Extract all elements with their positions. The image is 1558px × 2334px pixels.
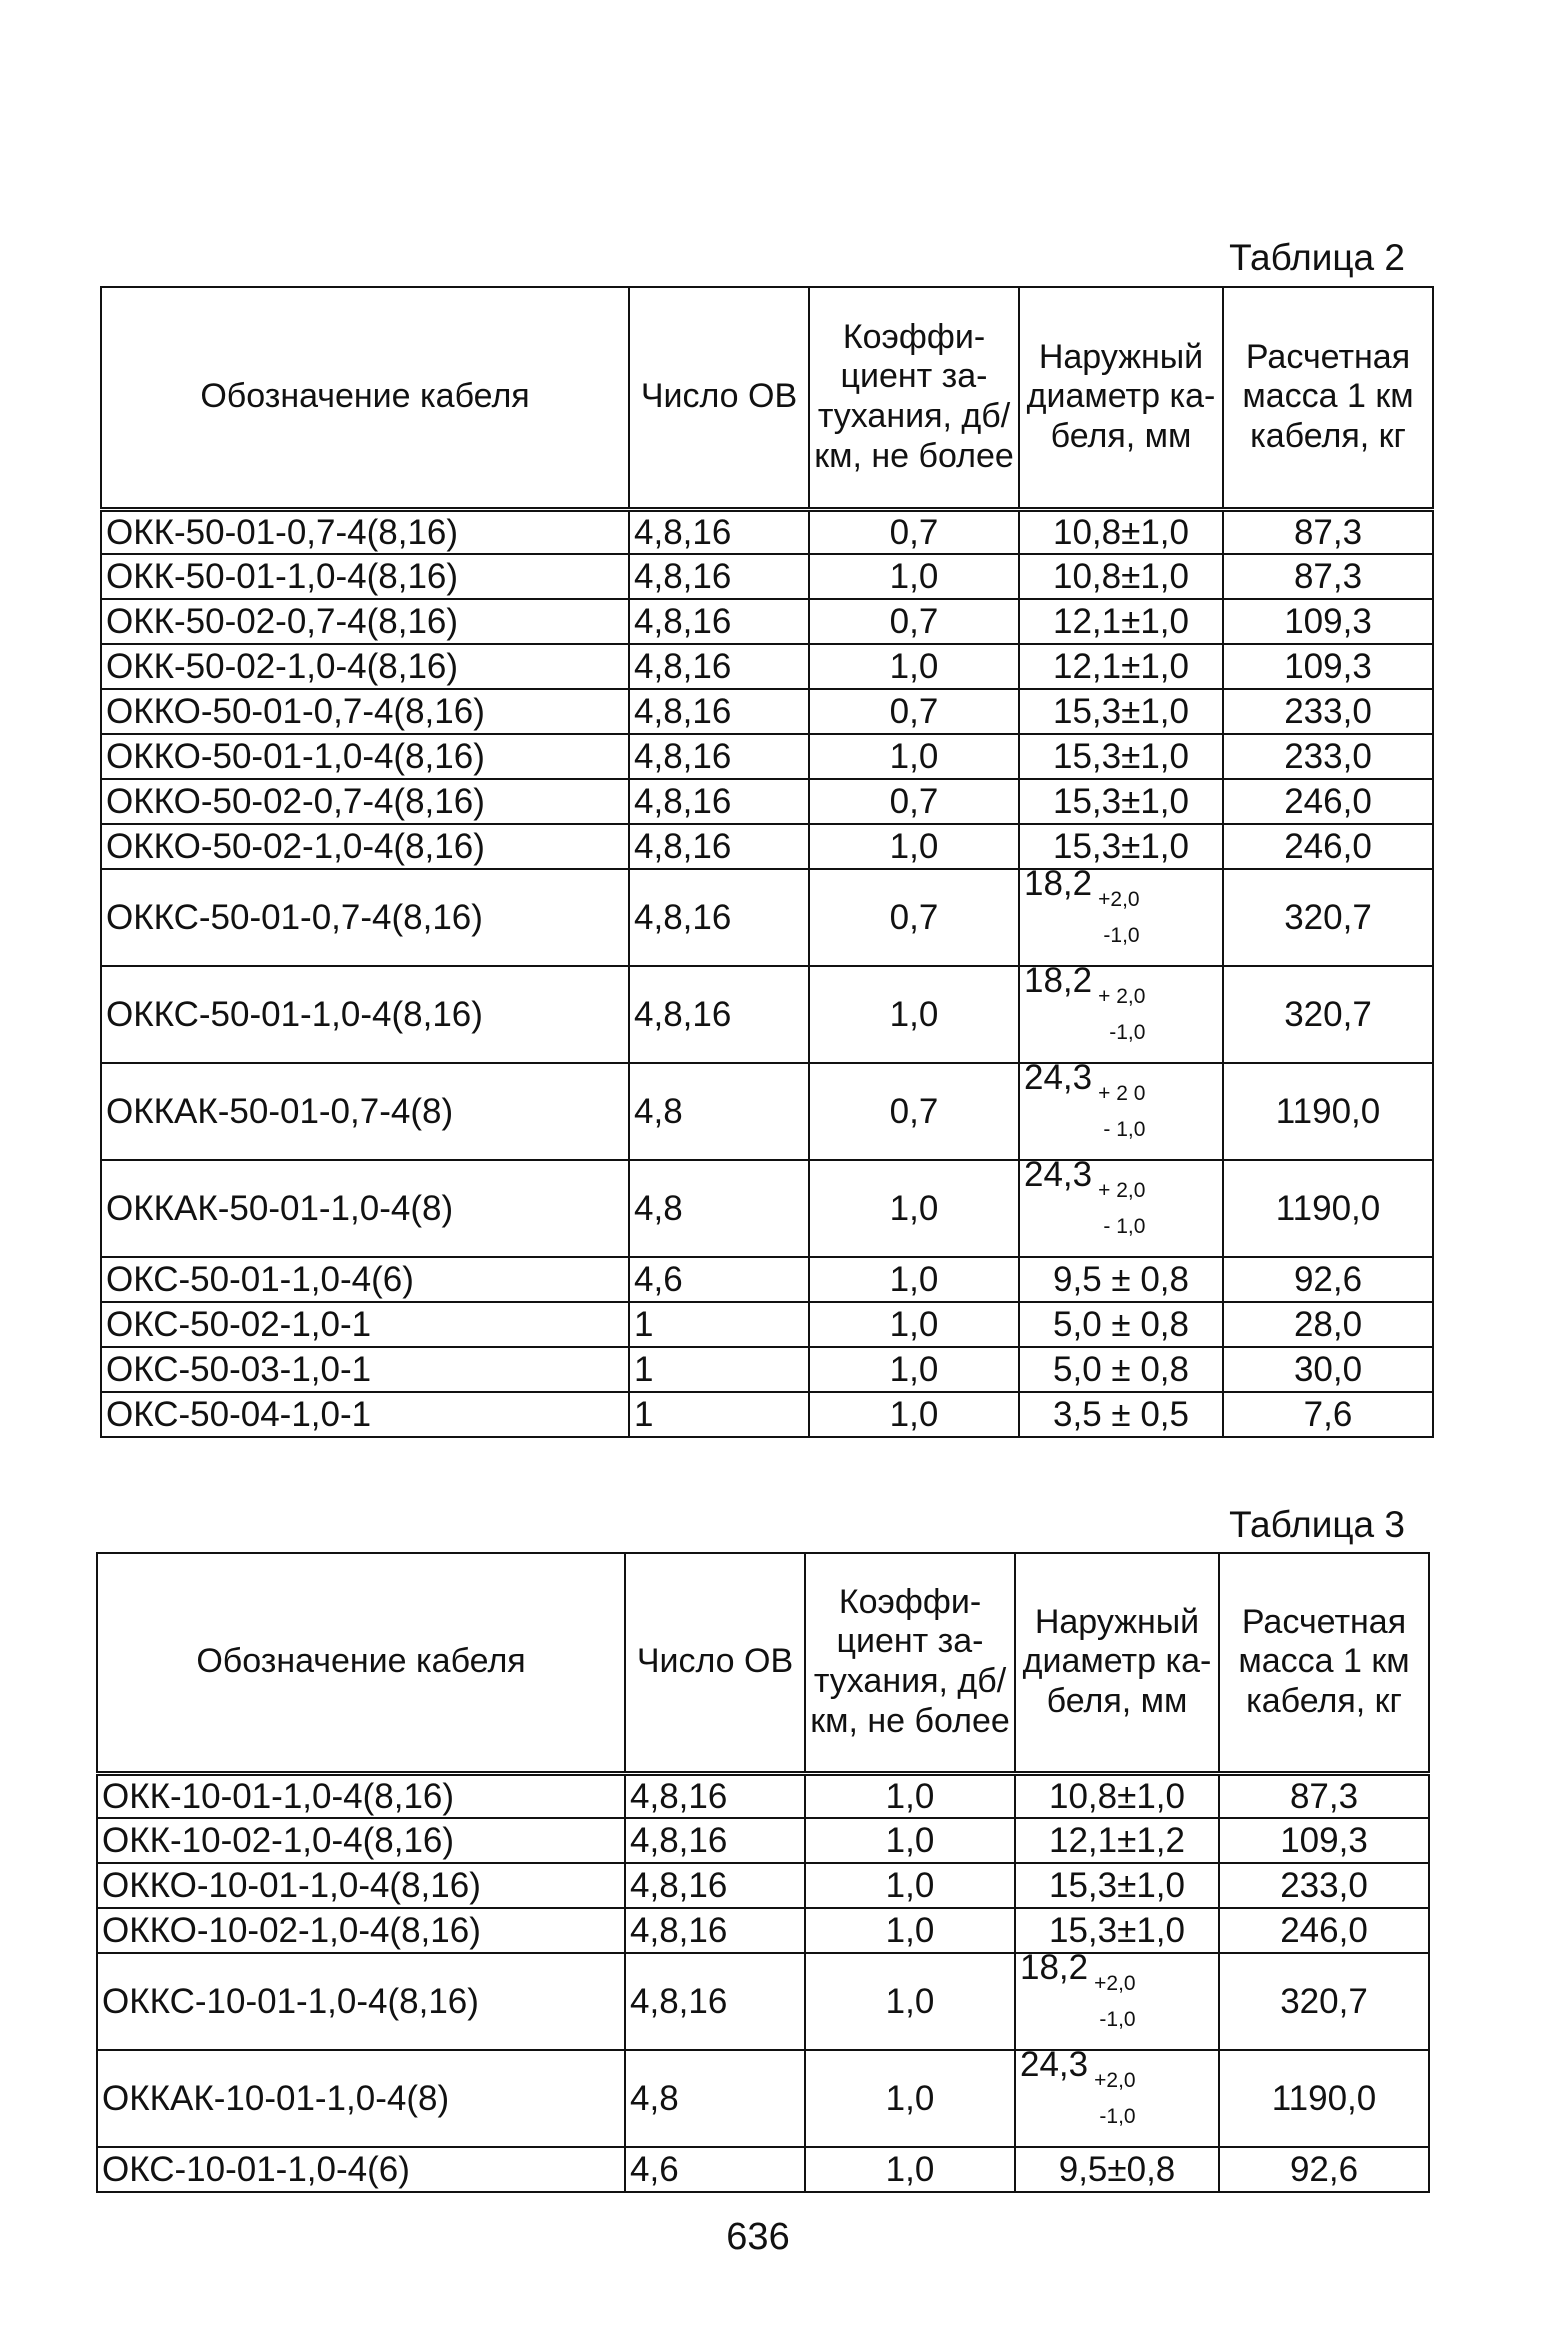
mass-cell: 87,3 <box>1223 509 1433 554</box>
fiber-count-cell: 4,8 <box>629 1160 809 1257</box>
table-row <box>97 2050 1429 2147</box>
outer-diameter-cell: 12,1±1,0 <box>1019 644 1223 689</box>
table-row <box>97 1818 1429 1863</box>
cable-designation-cell: ОКК-10-02-1,0-4(8,16) <box>97 1818 625 1863</box>
table-row <box>101 1302 1433 1347</box>
tolerance-lower: - 1,0 <box>1103 1214 1146 1238</box>
mass-cell: 30,0 <box>1223 1347 1433 1392</box>
cable-designation-cell: ОКС-50-03-1,0-1 <box>101 1347 629 1392</box>
fiber-count-cell: 4,8,16 <box>625 1818 805 1863</box>
attenuation-cell: 1,0 <box>809 644 1019 689</box>
tolerance-upper: +2,0 <box>1094 2068 1136 2092</box>
outer-diameter-cell: 15,3±1,0 <box>1019 689 1223 734</box>
cable-designation-cell: ОККАК-50-01-0,7-4(8) <box>101 1063 629 1160</box>
cable-designation-cell: ОКС-50-01-1,0-4(6) <box>101 1257 629 1302</box>
outer-diameter-cell: 5,0 ± 0,8 <box>1019 1347 1223 1392</box>
attenuation-cell: 0,7 <box>809 509 1019 554</box>
outer-diameter-cell: 5,0 ± 0,8 <box>1019 1302 1223 1347</box>
table-row <box>101 966 1433 1063</box>
tolerance-upper: +2,0 <box>1094 1971 1136 1995</box>
tolerance-lower: -1,0 <box>1099 2104 1136 2128</box>
outer-diameter-cell: 12,1±1,2 <box>1015 1818 1219 1863</box>
outer-diameter-cell: 9,5 ± 0,8 <box>1019 1257 1223 1302</box>
fiber-count-cell: 4,8,16 <box>629 869 809 966</box>
outer-diameter-cell: 10,8±1,0 <box>1019 509 1223 554</box>
diameter-nominal: 18,2 <box>1020 1953 1089 1987</box>
diameter-nominal: 18,2 <box>1024 966 1093 1000</box>
mass-cell: 233,0 <box>1223 734 1433 779</box>
diameter-with-tolerance <box>1020 1953 1136 2037</box>
mass-cell: 87,3 <box>1219 1773 1429 1818</box>
attenuation-cell: 1,0 <box>809 1160 1019 1257</box>
header-fiber-count: Число ОВ <box>625 1553 805 1773</box>
header-mass: Расчетная масса 1 км кабеля, кг <box>1223 287 1433 509</box>
mass-cell: 320,7 <box>1219 1953 1429 2050</box>
cable-designation-cell: ОКК-50-02-1,0-4(8,16) <box>101 644 629 689</box>
outer-diameter-cell: 3,5 ± 0,5 <box>1019 1392 1223 1437</box>
attenuation-cell: 1,0 <box>805 1953 1015 2050</box>
tolerance-lower: -1,0 <box>1103 923 1140 947</box>
table-row <box>101 509 1433 554</box>
outer-diameter-cell: 12,1±1,0 <box>1019 599 1223 644</box>
fiber-count-cell: 4,8,16 <box>625 1908 805 1953</box>
fiber-count-cell: 4,8,16 <box>629 509 809 554</box>
outer-diameter-cell <box>1019 869 1223 966</box>
diameter-with-tolerance <box>1024 966 1146 1050</box>
table-row <box>101 1347 1433 1392</box>
cable-designation-cell: ОККО-10-02-1,0-4(8,16) <box>97 1908 625 1953</box>
table-row <box>97 1953 1429 2050</box>
header-cable-designation: Обозначение кабеля <box>101 287 629 509</box>
mass-cell: 246,0 <box>1223 824 1433 869</box>
mass-cell: 92,6 <box>1223 1257 1433 1302</box>
outer-diameter-cell: 9,5±0,8 <box>1015 2147 1219 2192</box>
header-mass: Расчетная масса 1 км кабеля, кг <box>1219 1553 1429 1773</box>
fiber-count-cell: 1 <box>629 1392 809 1437</box>
diameter-with-tolerance <box>1024 869 1140 953</box>
diameter-nominal: 24,3 <box>1024 1063 1093 1097</box>
fiber-count-cell: 4,8,16 <box>629 824 809 869</box>
mass-cell: 109,3 <box>1223 599 1433 644</box>
cable-designation-cell: ОККО-50-01-1,0-4(8,16) <box>101 734 629 779</box>
header-cable-designation: Обозначение кабеля <box>97 1553 625 1773</box>
attenuation-cell: 0,7 <box>809 869 1019 966</box>
mass-cell: 233,0 <box>1223 689 1433 734</box>
attenuation-cell: 1,0 <box>809 1392 1019 1437</box>
table-row <box>101 869 1433 966</box>
table-row <box>101 824 1433 869</box>
fiber-count-cell: 4,8,16 <box>629 644 809 689</box>
cable-designation-cell: ОКС-50-04-1,0-1 <box>101 1392 629 1437</box>
diameter-with-tolerance <box>1020 2050 1136 2134</box>
attenuation-cell: 0,7 <box>809 779 1019 824</box>
cable-designation-cell: ОКС-50-02-1,0-1 <box>101 1302 629 1347</box>
attenuation-cell: 1,0 <box>805 2050 1015 2147</box>
fiber-count-cell: 4,8,16 <box>629 779 809 824</box>
table-row <box>97 2147 1429 2192</box>
tolerance-upper: +2,0 <box>1098 887 1140 911</box>
fiber-count-cell: 1 <box>629 1347 809 1392</box>
outer-diameter-cell: 15,3±1,0 <box>1015 1908 1219 1953</box>
fiber-count-cell: 4,6 <box>625 2147 805 2192</box>
outer-diameter-cell <box>1015 2050 1219 2147</box>
cable-designation-cell: ОККС-10-01-1,0-4(8,16) <box>97 1953 625 2050</box>
fiber-count-cell: 4,8,16 <box>625 1773 805 1818</box>
header-fiber-count: Число ОВ <box>629 287 809 509</box>
mass-cell: 1190,0 <box>1223 1160 1433 1257</box>
fiber-count-cell: 4,8 <box>629 1063 809 1160</box>
tolerance-lower: - 1,0 <box>1103 1117 1146 1141</box>
header-attenuation: Коэффициент затухания, дб/км, не более <box>805 1553 1015 1773</box>
tolerance-lower: -1,0 <box>1109 1020 1146 1044</box>
mass-cell: 246,0 <box>1223 779 1433 824</box>
table-row <box>101 1257 1433 1302</box>
cable-designation-cell: ОККО-50-01-0,7-4(8,16) <box>101 689 629 734</box>
cable-designation-cell: ОККС-50-01-0,7-4(8,16) <box>101 869 629 966</box>
table-row <box>101 1160 1433 1257</box>
table-row <box>101 689 1433 734</box>
mass-cell: 92,6 <box>1219 2147 1429 2192</box>
mass-cell: 28,0 <box>1223 1302 1433 1347</box>
mass-cell: 7,6 <box>1223 1392 1433 1437</box>
fiber-count-cell: 4,8,16 <box>629 689 809 734</box>
table-row <box>101 644 1433 689</box>
table2-caption: Таблица 2 <box>1229 237 1405 278</box>
fiber-count-cell: 4,8,16 <box>629 734 809 779</box>
cable-designation-cell: ОКК-10-01-1,0-4(8,16) <box>97 1773 625 1818</box>
mass-cell: 233,0 <box>1219 1863 1429 1908</box>
attenuation-cell: 1,0 <box>805 1863 1015 1908</box>
attenuation-cell: 0,7 <box>809 1063 1019 1160</box>
table-row <box>101 779 1433 824</box>
outer-diameter-cell <box>1015 1953 1219 2050</box>
page-number: 636 <box>726 2216 790 2258</box>
outer-diameter-cell <box>1019 1160 1223 1257</box>
table2 <box>100 286 1434 1438</box>
fiber-count-cell: 4,8,16 <box>629 966 809 1063</box>
outer-diameter-cell: 15,3±1,0 <box>1019 824 1223 869</box>
table-row <box>101 1063 1433 1160</box>
cable-designation-cell: ОКК-50-01-0,7-4(8,16) <box>101 509 629 554</box>
attenuation-cell: 1,0 <box>805 2147 1015 2192</box>
cable-designation-cell: ОККО-50-02-0,7-4(8,16) <box>101 779 629 824</box>
outer-diameter-cell <box>1019 966 1223 1063</box>
tolerance-lower: -1,0 <box>1099 2007 1136 2031</box>
attenuation-cell: 1,0 <box>809 1302 1019 1347</box>
fiber-count-cell: 4,8,16 <box>629 599 809 644</box>
attenuation-cell: 1,0 <box>809 734 1019 779</box>
attenuation-cell: 1,0 <box>805 1818 1015 1863</box>
mass-cell: 246,0 <box>1219 1908 1429 1953</box>
attenuation-cell: 1,0 <box>809 966 1019 1063</box>
table-row <box>97 1773 1429 1818</box>
fiber-count-cell: 4,6 <box>629 1257 809 1302</box>
outer-diameter-cell: 10,8±1,0 <box>1015 1773 1219 1818</box>
table3 <box>96 1552 1430 2193</box>
diameter-with-tolerance <box>1024 1063 1146 1147</box>
tolerance-upper: + 2,0 <box>1098 1178 1146 1202</box>
table-row <box>101 554 1433 599</box>
diameter-nominal: 18,2 <box>1024 869 1093 903</box>
outer-diameter-cell: 15,3±1,0 <box>1019 779 1223 824</box>
attenuation-cell: 1,0 <box>805 1773 1015 1818</box>
table-row <box>97 1863 1429 1908</box>
cable-designation-cell: ОККС-50-01-1,0-4(8,16) <box>101 966 629 1063</box>
table-row <box>97 1908 1429 1953</box>
attenuation-cell: 0,7 <box>809 689 1019 734</box>
cable-designation-cell: ОКК-50-02-0,7-4(8,16) <box>101 599 629 644</box>
cable-designation-cell: ОККАК-50-01-1,0-4(8) <box>101 1160 629 1257</box>
attenuation-cell: 1,0 <box>809 824 1019 869</box>
fiber-count-cell: 4,8,16 <box>625 1953 805 2050</box>
header-attenuation: Коэффициент затухания, дб/км, не более <box>809 287 1019 509</box>
fiber-count-cell: 4,8,16 <box>625 1863 805 1908</box>
diameter-with-tolerance <box>1024 1160 1146 1244</box>
table3-caption: Таблица 3 <box>1229 1504 1405 1545</box>
cable-designation-cell: ОККО-10-01-1,0-4(8,16) <box>97 1863 625 1908</box>
mass-cell: 87,3 <box>1223 554 1433 599</box>
mass-cell: 320,7 <box>1223 869 1433 966</box>
mass-cell: 109,3 <box>1223 644 1433 689</box>
table-row <box>101 599 1433 644</box>
tolerance-upper: + 2 0 <box>1098 1081 1146 1105</box>
fiber-count-cell: 1 <box>629 1302 809 1347</box>
attenuation-cell: 0,7 <box>809 599 1019 644</box>
mass-cell: 1190,0 <box>1219 2050 1429 2147</box>
table-row <box>101 734 1433 779</box>
outer-diameter-cell: 10,8±1,0 <box>1019 554 1223 599</box>
cable-designation-cell: ОККО-50-02-1,0-4(8,16) <box>101 824 629 869</box>
outer-diameter-cell: 15,3±1,0 <box>1015 1863 1219 1908</box>
header-outer-diameter: Наружный диаметр кабеля, мм <box>1019 287 1223 509</box>
attenuation-cell: 1,0 <box>809 1257 1019 1302</box>
fiber-count-cell: 4,8 <box>625 2050 805 2147</box>
mass-cell: 109,3 <box>1219 1818 1429 1863</box>
cable-designation-cell: ОКС-10-01-1,0-4(6) <box>97 2147 625 2192</box>
mass-cell: 320,7 <box>1223 966 1433 1063</box>
diameter-nominal: 24,3 <box>1024 1160 1093 1194</box>
cable-designation-cell: ОККАК-10-01-1,0-4(8) <box>97 2050 625 2147</box>
attenuation-cell: 1,0 <box>805 1908 1015 1953</box>
mass-cell: 1190,0 <box>1223 1063 1433 1160</box>
attenuation-cell: 1,0 <box>809 1347 1019 1392</box>
tolerance-upper: + 2,0 <box>1098 984 1146 1008</box>
fiber-count-cell: 4,8,16 <box>629 554 809 599</box>
table-row <box>101 1392 1433 1437</box>
outer-diameter-cell: 15,3±1,0 <box>1019 734 1223 779</box>
header-outer-diameter: Наружный диаметр кабеля, мм <box>1015 1553 1219 1773</box>
cable-designation-cell: ОКК-50-01-1,0-4(8,16) <box>101 554 629 599</box>
attenuation-cell: 1,0 <box>809 554 1019 599</box>
outer-diameter-cell <box>1019 1063 1223 1160</box>
diameter-nominal: 24,3 <box>1020 2050 1089 2084</box>
